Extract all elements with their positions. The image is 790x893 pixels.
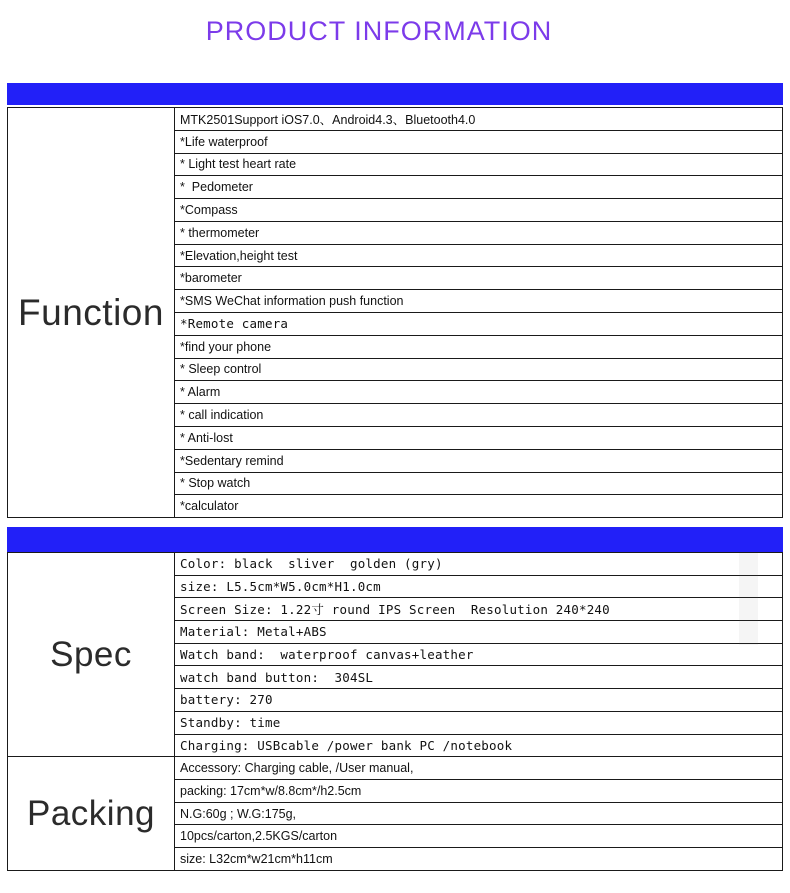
row-text: * Sleep control <box>180 362 262 377</box>
spec-rows <box>175 553 782 756</box>
row-text: *Sedentary remind <box>180 453 284 468</box>
row-text: * Anti-lost <box>180 430 233 445</box>
row-text: watch band button: 304SL <box>180 669 374 685</box>
row-text: *Elevation,height test <box>180 248 298 263</box>
row-text: Standby: time <box>180 715 281 731</box>
row-text: size: L5.5cm*W5.0cm*H1.0cm <box>180 579 381 595</box>
table-row <box>175 644 782 667</box>
row-text: * Pedometer <box>180 180 253 195</box>
table-row <box>175 495 782 517</box>
middle-accent-bar <box>7 527 783 552</box>
top-accent-bar <box>7 83 783 105</box>
spec-label: Spec <box>50 634 132 674</box>
table-row <box>175 176 782 199</box>
row-text: *barometer <box>180 271 242 286</box>
table-row <box>175 199 782 222</box>
row-text: * thermometer <box>180 225 260 240</box>
table-row <box>175 825 782 848</box>
row-text: * call indication <box>180 408 264 423</box>
packing-section <box>8 756 782 870</box>
spec-packing-table <box>7 552 783 871</box>
table-row <box>175 553 782 576</box>
table-row <box>175 336 782 359</box>
row-text: *find your phone <box>180 339 272 354</box>
table-row <box>175 450 782 473</box>
packing-label: Packing <box>26 793 156 833</box>
table-row <box>175 313 782 336</box>
spec-section <box>8 553 782 756</box>
table-row <box>175 222 782 245</box>
row-text: Watch band: waterproof canvas+leather <box>180 647 474 663</box>
row-text: * Alarm <box>180 385 221 400</box>
row-text: Screen Size: 1.22寸 round IPS Screen Resolution 240*240 <box>180 602 610 618</box>
function-section <box>8 108 782 517</box>
table-row <box>175 848 782 870</box>
table-row <box>175 780 782 803</box>
row-text: *Remote camera <box>180 316 289 332</box>
row-text: 10pcs/carton,2.5KGS/carton <box>180 829 338 844</box>
row-text: Charging: USBcable /power bank PC /notebook <box>180 737 513 753</box>
table-row <box>175 404 782 427</box>
table-row <box>175 576 782 599</box>
row-text: battery: 270 <box>180 692 273 708</box>
packing-rows <box>175 757 782 870</box>
table-row <box>175 621 782 644</box>
spec-label-cell <box>8 553 175 756</box>
table-row <box>175 359 782 382</box>
table-row <box>175 154 782 177</box>
table-row <box>175 666 782 689</box>
row-text: *Life waterproof <box>180 134 268 149</box>
table-row <box>175 267 782 290</box>
row-text: *SMS WeChat information push function <box>180 294 404 309</box>
row-text: * Light test heart rate <box>180 157 297 172</box>
row-text: MTK2501Support iOS7.0、Android4.3、Bluetooth4.0 <box>180 112 476 127</box>
table-row <box>175 131 782 154</box>
table-row <box>175 757 782 780</box>
function-rows <box>175 108 782 517</box>
table-row <box>175 381 782 404</box>
function-label-cell <box>8 108 175 517</box>
row-text: N.G:60g ; W.G:175g, <box>180 806 297 821</box>
row-text: Accessory: Charging cable, /User manual, <box>180 761 414 776</box>
table-row <box>175 290 782 313</box>
row-text: Color: black sliver golden (gry) <box>180 556 443 572</box>
table-row <box>175 473 782 496</box>
table-row <box>175 598 782 621</box>
row-text: Material: Metal+ABS <box>180 624 327 640</box>
row-text: *calculator <box>180 499 239 514</box>
table-row <box>175 735 782 757</box>
table-row <box>175 803 782 826</box>
row-text: *Compass <box>180 203 238 218</box>
page-title: PRODUCT INFORMATION <box>205 16 553 46</box>
row-text: size: L32cm*w21cm*h11cm <box>180 852 333 867</box>
table-row <box>175 427 782 450</box>
table-row <box>175 245 782 268</box>
table-row <box>175 108 782 131</box>
table-row <box>175 712 782 735</box>
table-row <box>175 689 782 712</box>
function-table <box>7 107 783 518</box>
packing-label-cell <box>8 757 175 870</box>
row-text: * Stop watch <box>180 476 251 491</box>
function-label: Function <box>18 291 164 333</box>
row-text: packing: 17cm*w/8.8cm*/h2.5cm <box>180 783 362 798</box>
